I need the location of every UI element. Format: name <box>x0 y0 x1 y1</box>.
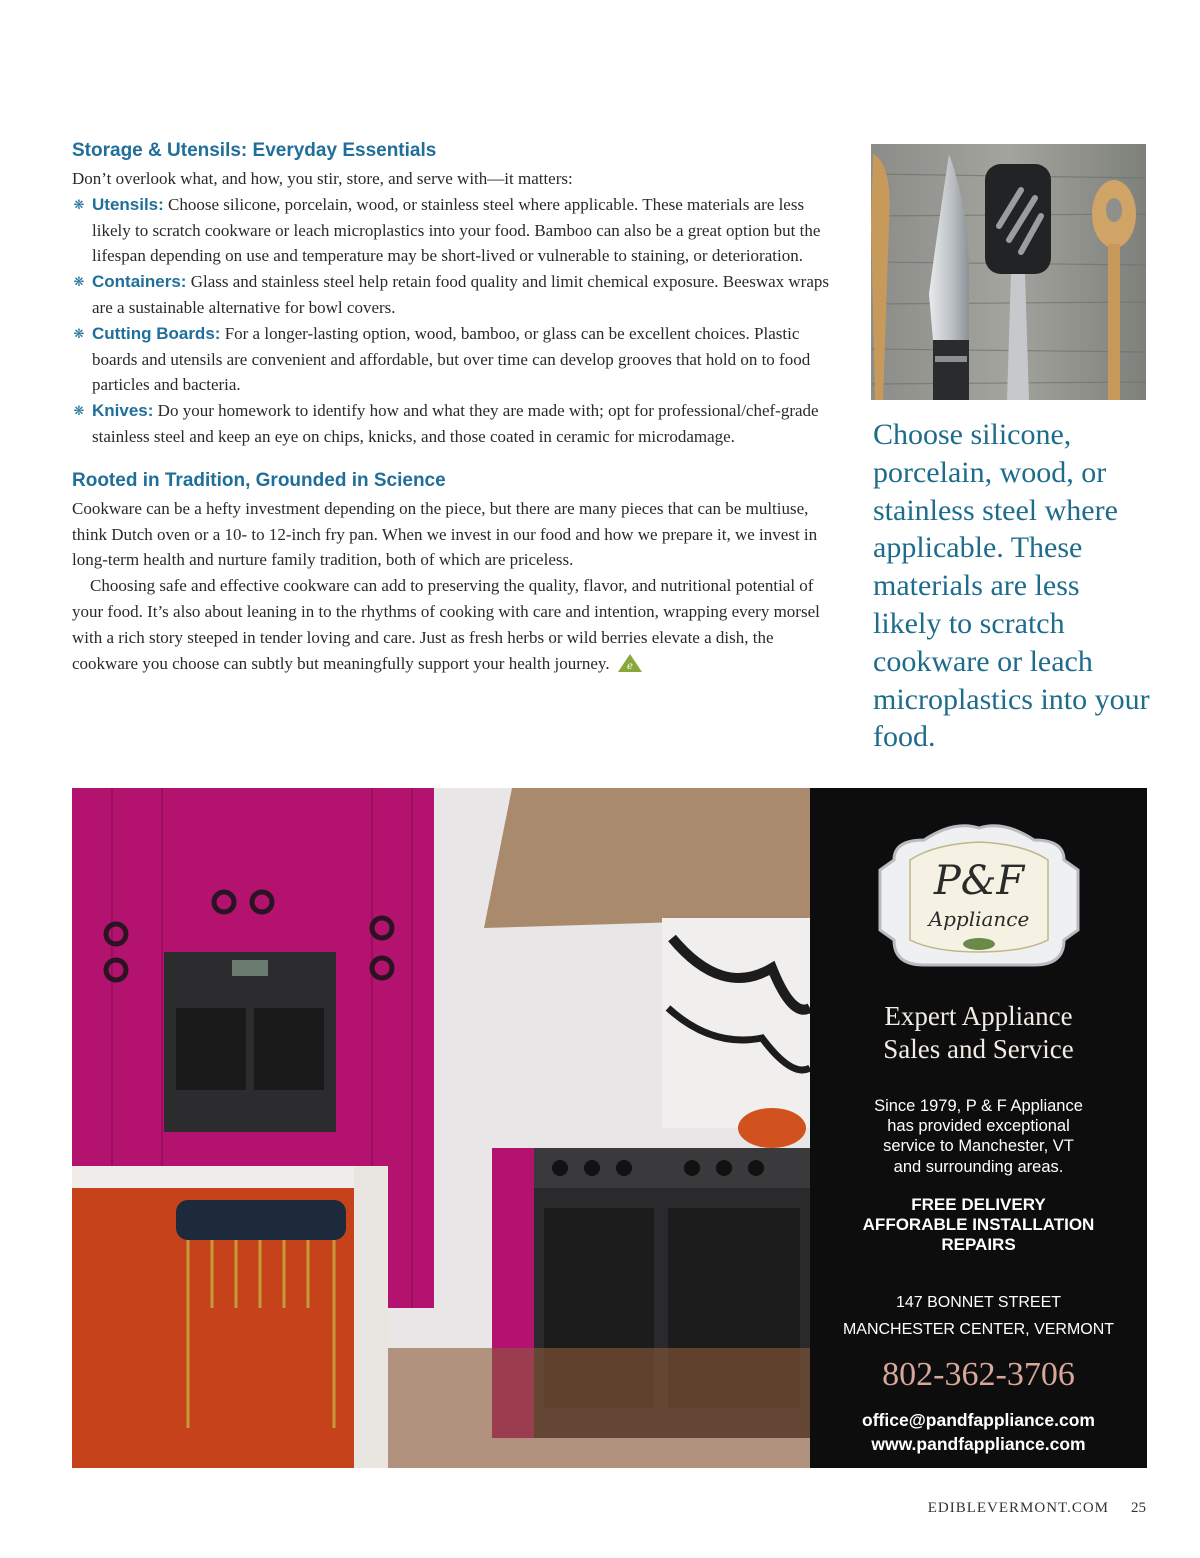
pull-quote: Choose silicone, porcelain, wood, or stainless steel where applicable. These materials are less likely to scratch cookware or leach microplastics into your food. <box>873 418 1150 754</box>
ad-tagline <box>810 1000 1147 1066</box>
since-line: service to Manchester, VT <box>883 1137 1074 1156</box>
kitchen-illustration <box>72 788 810 1468</box>
snowflake-bullet-icon: ❋ <box>73 196 85 212</box>
list-item <box>72 269 842 321</box>
section-heading-tradition: Rooted in Tradition, Grounded in Science <box>72 469 446 491</box>
snowflake-bullet-icon: ❋ <box>73 403 85 419</box>
list-item <box>72 398 842 450</box>
bullet-text: Glass and stainless steel help retain food quality and limit chemical exposure. Beeswax wraps are a sustainable alternative for bowl covers. <box>92 272 829 317</box>
bullet-label: Containers: <box>92 272 187 292</box>
section-lead: Don’t overlook what, and how, you stir, store, and serve with—it matters: <box>72 169 573 188</box>
body-paragraph: Cookware can be a hefty investment depending on the piece, but there are many pieces that can be multiuse, think Dutch oven or a 10- to 12-inch fry pan. When we invest in our food and how we prepare it, we invest in long-term health and nurture family tradition, both of which are priceless. <box>72 498 818 570</box>
essentials-list <box>72 192 842 450</box>
since-line: and surrounding areas. <box>893 1157 1064 1176</box>
ad-contact <box>810 1408 1147 1456</box>
snowflake-bullet-icon: ❋ <box>73 325 85 341</box>
address-line: 147 BONNET STREET <box>895 1294 1062 1311</box>
tagline-line: Sales and Service <box>883 1034 1074 1064</box>
bullet-label: Utensils: <box>92 194 164 214</box>
service-line: FREE DELIVERY <box>911 1195 1046 1214</box>
bullet-text: Do your homework to identify how and what they are made with; opt for professional/chef-grade stainless steel and keep an eye on chips, knicks, and those coated in ceramic for microdamage. <box>92 401 819 446</box>
service-line: REPAIRS <box>941 1235 1016 1255</box>
utensils-illustration <box>871 144 1146 400</box>
list-item <box>72 321 842 398</box>
ad-info-panel <box>810 788 1147 1468</box>
pf-appliance-logo <box>874 820 1084 980</box>
body-paragraph-text: Choosing safe and effective cookware can add to preserving the quality, flavor, and nutritional potential of your food. It’s also about leaning in to the rhythms of cooking with care and intention, wrapping every morsel with a rich story steeped in tender loving and care. Just as fresh herbs or wild berries elevate a dish, the cookware you choose can subtly but meaningfully support your health journey. <box>72 576 820 673</box>
logo-word: Appliance <box>928 907 1030 931</box>
footer-site: EDIBLEVERMONT.COM <box>927 1500 1109 1516</box>
logo-monogram: P&F <box>933 858 1025 904</box>
ad-phone[interactable]: 802-362-3706 <box>882 1356 1075 1393</box>
ad-services <box>810 1195 1147 1256</box>
bullet-text: For a longer-lasting option, wood, bamboo, or glass can be excellent choices. Plastic boards and utensils are convenient and affordable, but over time can develop grooves that hold on to food particles and bacteria. <box>92 323 811 395</box>
page-footer <box>928 1500 1146 1517</box>
address-line: MANCHESTER CENTER, VERMONT <box>842 1321 1115 1338</box>
page-number: 25 <box>1131 1500 1146 1516</box>
since-line: has provided exceptional <box>887 1117 1070 1136</box>
list-item <box>72 192 842 269</box>
svg-text:e: e <box>626 660 633 672</box>
bullet-label: Cutting Boards: <box>92 323 221 343</box>
utensils-photo <box>871 144 1146 400</box>
kitchen-photo <box>72 788 810 1468</box>
ad-email-link[interactable]: office@pandfappliance.com <box>862 1410 1095 1430</box>
ad-since-text <box>810 1096 1147 1177</box>
ad-website-link[interactable]: www.pandfappliance.com <box>871 1434 1086 1454</box>
bullet-text: Choose silicone, porcelain, wood, or stainless steel where applicable. These materials are less likely to scratch cookware or leach microplastics into your food. Bamboo can also be a great option but the lifespan depending on use and temperature may be short-lived or vulnerable to staining, or deterioration. <box>92 194 821 266</box>
ad-address <box>810 1289 1147 1343</box>
section-heading-storage: Storage & Utensils: Everyday Essentials <box>72 140 437 161</box>
bullet-label: Knives: <box>92 401 154 421</box>
since-line: Since 1979, P & F Appliance <box>874 1097 1083 1115</box>
service-line: AFFORABLE INSTALLATION <box>862 1215 1095 1235</box>
body-paragraph <box>72 573 842 676</box>
pf-appliance-ad <box>72 788 1147 1468</box>
edible-end-mark-icon <box>618 654 642 672</box>
tagline-line: Expert Appliance <box>884 1001 1073 1031</box>
article-column <box>72 140 842 676</box>
snowflake-bullet-icon: ❋ <box>73 274 85 290</box>
